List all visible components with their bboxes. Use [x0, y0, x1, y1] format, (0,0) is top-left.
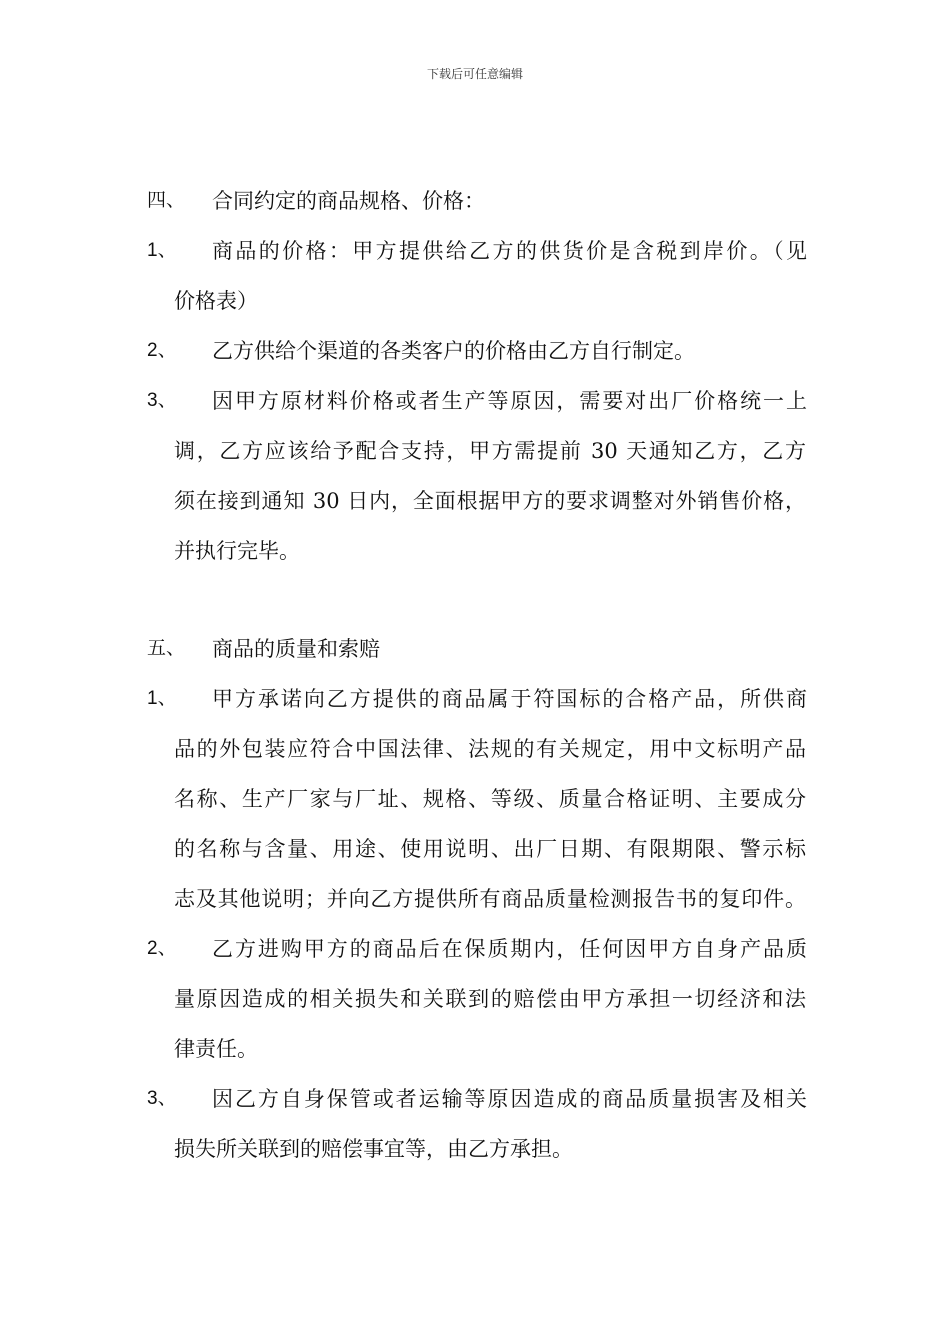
- item-continuation: [147, 824, 827, 874]
- item-text: 甲方承诺向乙方提供的商品属于符国标的合格产品，所供商: [212, 687, 807, 711]
- item-continuation: [147, 1124, 827, 1174]
- section-title: 合同约定的商品规格、价格：: [212, 189, 485, 213]
- section-title: 商品的质量和索赔: [212, 637, 380, 661]
- item-text: 乙方供给个渠道的各类客户的价格由乙方自行制定。: [212, 339, 695, 363]
- item-text: 损失所关联到的赔偿事宜等，由乙方承担。: [174, 1137, 573, 1161]
- item-number: 2、: [147, 938, 177, 959]
- list-item: [147, 226, 827, 276]
- item-continuation: [147, 724, 827, 774]
- item-number: 3、: [147, 390, 177, 411]
- item-text: 量原因造成的相关损失和关联到的赔偿由甲方承担一切经济和法: [174, 987, 806, 1011]
- item-continuation: [147, 874, 827, 924]
- item-number: 3、: [147, 1088, 177, 1109]
- item-text: 商品的价格：甲方提供给乙方的供货价是含税到岸价。（见: [212, 239, 807, 263]
- item-number: 1、: [147, 688, 177, 709]
- item-continuation: [147, 276, 827, 326]
- section-number: 四、: [147, 190, 186, 211]
- item-text: 因甲方原材料价格或者生产等原因，需要对出厂价格统一上: [212, 389, 807, 413]
- item-continuation: [147, 1024, 827, 1074]
- item-number: 1、: [147, 240, 177, 261]
- item-text: 并执行完毕。: [174, 539, 300, 563]
- list-item: [147, 924, 827, 974]
- item-text: 的名称与含量、用途、使用说明、出厂日期、有限期限、警示标: [174, 837, 806, 861]
- section-quality: [147, 624, 827, 1174]
- item-continuation: [147, 774, 827, 824]
- page-header: 下载后可任意编辑: [426, 67, 523, 81]
- item-continuation: [147, 426, 827, 476]
- item-continuation: [147, 526, 827, 576]
- section-heading: [147, 624, 827, 674]
- item-text: 名称、生产厂家与厂址、规格、等级、质量合格证明、主要成分: [174, 787, 806, 811]
- item-continuation: [147, 476, 827, 526]
- item-text: 志及其他说明；并向乙方提供所有商品质量检测报告书的复印件。: [174, 887, 806, 911]
- section-number: 五、: [147, 638, 186, 659]
- item-text: 须在接到通知 30 日内，全面根据甲方的要求调整对外销售价格，: [174, 489, 806, 513]
- item-text: 价格表）: [174, 289, 258, 313]
- section-heading: [147, 176, 827, 226]
- item-text: 律责任。: [174, 1037, 258, 1061]
- list-item: [147, 674, 827, 724]
- item-text: 调，乙方应该给予配合支持，甲方需提前 30 天通知乙方，乙方: [174, 439, 806, 463]
- list-item: [147, 326, 827, 376]
- item-text: 品的外包装应符合中国法律、法规的有关规定，用中文标明产品: [174, 737, 806, 761]
- list-item: [147, 376, 827, 426]
- list-item: [147, 1074, 827, 1124]
- item-continuation: [147, 974, 827, 1024]
- item-text: 因乙方自身保管或者运输等原因造成的商品质量损害及相关: [212, 1087, 807, 1111]
- section-pricing: [147, 176, 827, 576]
- item-text: 乙方进购甲方的商品后在保质期内，任何因甲方自身产品质: [212, 937, 807, 961]
- item-number: 2、: [147, 340, 177, 361]
